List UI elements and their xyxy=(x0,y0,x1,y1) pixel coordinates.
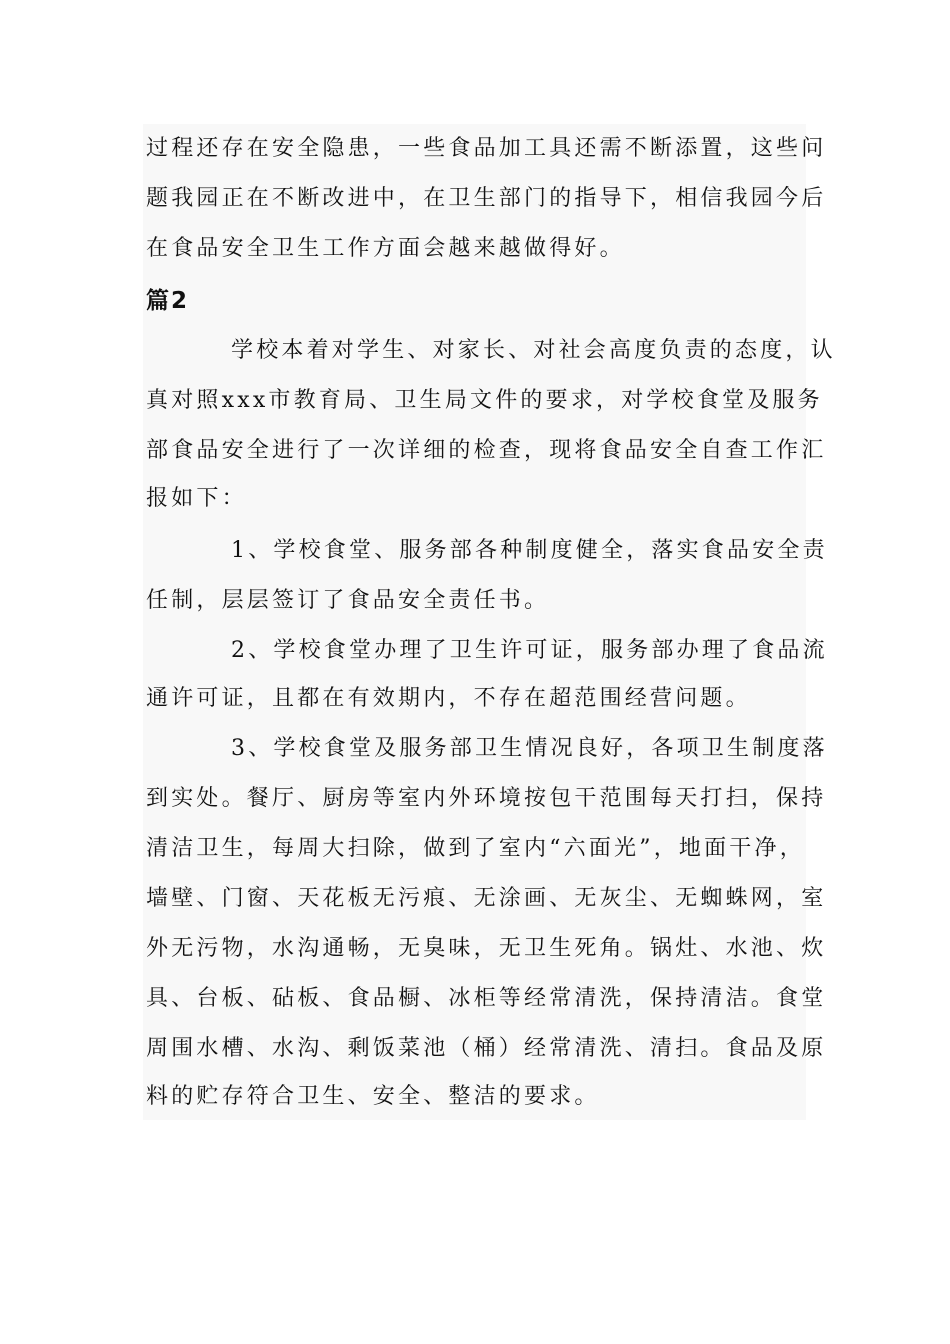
paragraph-line: 周围水槽、水沟、剩饭菜池（桶）经常清洗、清扫。食品及原 xyxy=(146,1036,827,1061)
paragraph-line: 外无污物，水沟通畅，无臭味，无卫生死角。锅灶、水池、炊 xyxy=(146,936,827,961)
paragraph-line: 3、学校食堂及服务部卫生情况良好，各项卫生制度落 xyxy=(231,736,828,761)
paragraph-line: 料的贮存符合卫生、安全、整洁的要求。 xyxy=(146,1084,600,1109)
document-text-block xyxy=(143,124,836,1120)
section-heading: 篇2 xyxy=(146,288,190,314)
paragraph-line: 部食品安全进行了一次详细的检查，现将食品安全自查工作汇 xyxy=(146,438,827,463)
paragraph-line: 清洁卫生，每周大扫除，做到了室内“六面光”，地面干净， xyxy=(146,836,805,861)
paragraph-line: 过程还存在安全隐患，一些食品加工具还需不断添置，这些问 xyxy=(146,136,827,161)
paragraph-line: 1、学校食堂、服务部各种制度健全，落实食品安全责 xyxy=(231,538,828,563)
paragraph-line: 真对照xxx市教育局、卫生局文件的要求，对学校食堂及服务 xyxy=(146,388,823,413)
paragraph-line: 题我园正在不断改进中，在卫生部门的指导下，相信我园今后 xyxy=(146,186,827,211)
paragraph-line: 学校本着对学生、对家长、对社会高度负责的态度，认 xyxy=(231,338,836,363)
paragraph-line: 墙壁、门窗、天花板无污痕、无涂画、无灰尘、无蜘蛛网，室 xyxy=(146,886,827,911)
paragraph-line: 2、学校食堂办理了卫生许可证，服务部办理了食品流 xyxy=(231,638,828,663)
paragraph-line: 具、台板、砧板、食品橱、冰柜等经常清洗，保持清洁。食堂 xyxy=(146,986,827,1011)
paragraph-line: 任制，层层签订了食品安全责任书。 xyxy=(146,588,550,613)
paragraph-line: 报如下： xyxy=(146,486,247,511)
paragraph-line: 到实处。餐厅、厨房等室内外环境按包干范围每天打扫，保持 xyxy=(146,786,827,811)
paragraph-line: 在食品安全卫生工作方面会越来越做得好。 xyxy=(146,236,625,261)
paragraph-line: 通许可证，且都在有效期内，不存在超范围经营问题。 xyxy=(146,686,751,711)
